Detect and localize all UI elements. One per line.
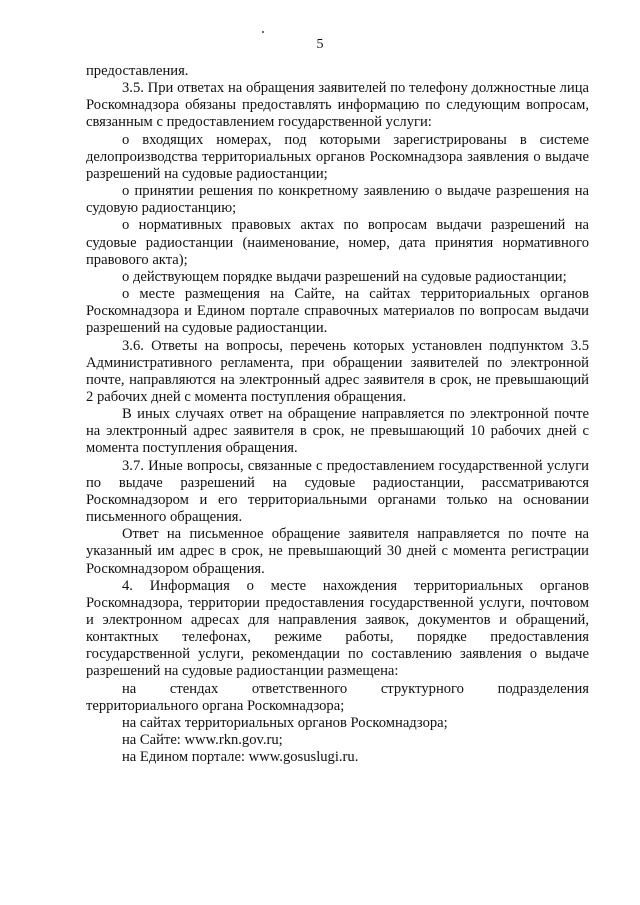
- page-number: 5: [316, 37, 324, 52]
- list-item-decision: о принятии решения по конкретному заявлению о выдаче разрешения на судовую радиостанцию;: [86, 183, 589, 217]
- list-item-current-procedure: о действующем порядке выдачи разрешений на судовые радиостанции;: [122, 268, 567, 285]
- paragraph-written-reply: Ответ на письменное обращение заявителя направляется по почте на указанный им адрес в срок, не превышающий 30 дней с момента регистрации Роскомнадзором обращения.: [86, 526, 589, 577]
- paragraph-3-6: 3.6. Ответы на вопросы, перечень которых установлен подпунктом 3.5 Административного регламента, при обращении заявителей по электронной почте, направляются на электронный адрес заявителя в срок, не превышающий 2 рабочих дней с момента поступления обращения.: [86, 337, 589, 405]
- list-item-regional-sites: на сайтах территориальных органов Роскомнадзора;: [122, 714, 448, 731]
- list-item-stands-line-2: территориального органа Роскомнадзора;: [86, 697, 345, 714]
- list-item-stands-line-1: на стендах ответственного структурного подразделения: [122, 680, 589, 697]
- paragraph-3-7: 3.7. Иные вопросы, связанные с предоставлением государственной услуги по выдаче разрешений на судовые радиостанции, рассматриваются Роскомнадзором и его территориальными органами только на основании письменного обращения.: [86, 457, 589, 526]
- paragraph-3-5: 3.5. При ответах на обращения заявителей по телефону должностные лица Роскомнадзора обязаны предоставлять информацию по следующим вопросам, связанным с предоставлением государственной услуги:: [86, 80, 589, 131]
- paragraph-4: 4. Информация о месте нахождения территориальных органов Роскомнадзора, территории предоставления государственной услуги, почтовом и электронном адресах для направления заявок, документов и обращений, контактных телефонах, режиме работы, порядке предоставления государственной услуги, рекомендации по составлению заявления о выдаче разрешений на судовые радиостанции размещена:: [86, 577, 589, 680]
- list-item-materials-location: о месте размещения на Сайте, на сайтах территориальных органов Роскомнадзора и Едином портале справочных материалов по вопросам выдачи разрешений на судовые радиостанции.: [86, 286, 589, 337]
- paragraph-continuation: предоставления.: [86, 63, 189, 79]
- scan-speck: [262, 31, 264, 33]
- document-body: [86, 63, 589, 766]
- paragraph-other-cases: В иных случаях ответ на обращение направляется по электронной почте на электронный адрес заявителя в срок, не превышающий 10 рабочих дней с момента поступления обращения.: [86, 406, 589, 457]
- list-item-incoming-numbers: о входящих номерах, под которыми зарегистрированы в системе делопроизводства территориальных органов Роскомнадзора заявления о выдаче разрешений на судовые радиостанции;: [86, 131, 589, 182]
- list-item-portal: на Едином портале: www.gosuslugi.ru.: [122, 749, 359, 766]
- list-item-legal-acts: о нормативных правовых актах по вопросам выдачи разрешений на судовые радиостанции (наименование, номер, дата принятия нормативного правового акта);: [86, 217, 589, 268]
- list-item-main-site: на Сайте: www.rkn.gov.ru;: [122, 732, 283, 749]
